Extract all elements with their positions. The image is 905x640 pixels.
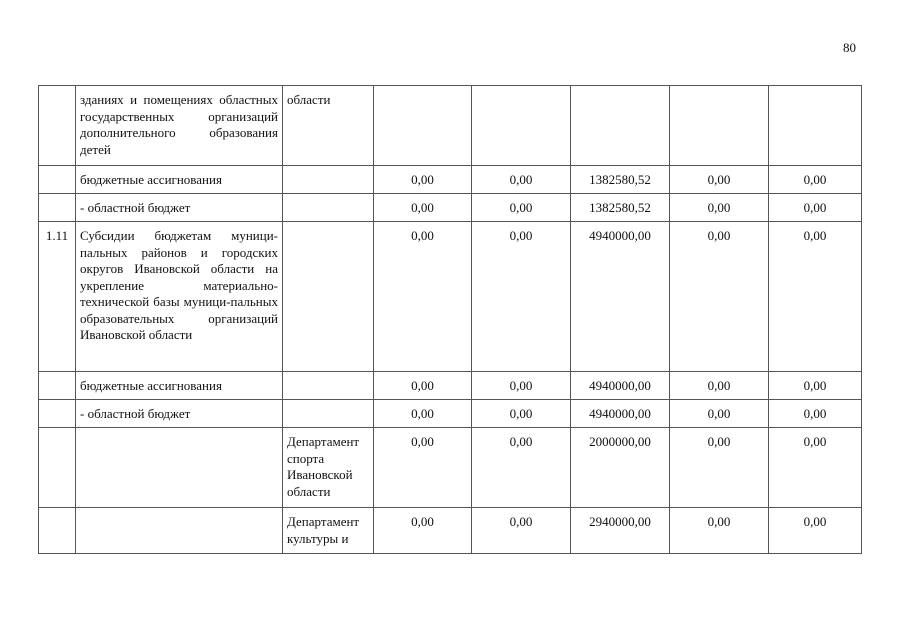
table-row	[39, 166, 862, 194]
row-number-cell	[39, 194, 76, 222]
table-row	[39, 428, 862, 508]
table-row	[39, 222, 862, 372]
value-cell-1: 0,00	[374, 222, 472, 372]
table-row	[39, 86, 862, 166]
budget-table	[38, 85, 862, 554]
row-name-cell: бюджетные ассигнования	[76, 372, 283, 400]
responsible-cell	[283, 194, 374, 222]
value-cell-5: 0,00	[769, 166, 862, 194]
responsible-cell: Департамент культуры и	[283, 508, 374, 554]
page-number: 80	[843, 40, 856, 55]
value-cell-2: 0,00	[472, 166, 571, 194]
value-cell-5: 0,00	[769, 400, 862, 428]
value-cell-4: 0,00	[670, 372, 769, 400]
value-cell-3: 4940000,00	[571, 372, 670, 400]
responsible-cell	[283, 400, 374, 428]
row-name-cell: бюджетные ассигнования	[76, 166, 283, 194]
value-cell-3: 4940000,00	[571, 222, 670, 372]
value-cell-3	[571, 86, 670, 166]
value-cell-5	[769, 86, 862, 166]
row-name-cell: Субсидии бюджетам муници-пальных районов и городских округов Ивановской области на укрепление материально-технической базы муници-пальных образовательных организаций Ивановской области	[76, 222, 283, 372]
value-cell-1: 0,00	[374, 166, 472, 194]
value-cell-4: 0,00	[670, 508, 769, 554]
value-cell-1	[374, 86, 472, 166]
value-cell-5: 0,00	[769, 194, 862, 222]
value-cell-5: 0,00	[769, 372, 862, 400]
row-number-cell	[39, 166, 76, 194]
row-name-cell: - областной бюджет	[76, 400, 283, 428]
row-number-cell	[39, 508, 76, 554]
value-cell-3: 4940000,00	[571, 400, 670, 428]
value-cell-4: 0,00	[670, 166, 769, 194]
value-cell-1: 0,00	[374, 194, 472, 222]
value-cell-5: 0,00	[769, 428, 862, 508]
value-cell-4: 0,00	[670, 222, 769, 372]
row-number-cell	[39, 400, 76, 428]
row-name-cell: - областной бюджет	[76, 194, 283, 222]
table-row	[39, 194, 862, 222]
row-number-cell	[39, 86, 76, 166]
row-number-cell: 1.11	[39, 222, 76, 372]
responsible-cell	[283, 222, 374, 372]
value-cell-1: 0,00	[374, 428, 472, 508]
value-cell-2: 0,00	[472, 372, 571, 400]
value-cell-4: 0,00	[670, 400, 769, 428]
value-cell-2: 0,00	[472, 428, 571, 508]
row-number-cell	[39, 372, 76, 400]
value-cell-3: 1382580,52	[571, 194, 670, 222]
row-name-cell	[76, 428, 283, 508]
value-cell-3: 1382580,52	[571, 166, 670, 194]
value-cell-5: 0,00	[769, 508, 862, 554]
row-name-cell: зданиях и помещениях областных государственных организаций дополнительного образования детей	[76, 86, 283, 166]
value-cell-2: 0,00	[472, 508, 571, 554]
value-cell-1: 0,00	[374, 508, 472, 554]
value-cell-3: 2940000,00	[571, 508, 670, 554]
table-row	[39, 372, 862, 400]
responsible-cell: Департамент спорта Ивановской области	[283, 428, 374, 508]
table-row	[39, 508, 862, 554]
value-cell-2: 0,00	[472, 400, 571, 428]
value-cell-2: 0,00	[472, 194, 571, 222]
value-cell-1: 0,00	[374, 372, 472, 400]
responsible-cell: области	[283, 86, 374, 166]
value-cell-3: 2000000,00	[571, 428, 670, 508]
value-cell-2: 0,00	[472, 222, 571, 372]
responsible-cell	[283, 166, 374, 194]
value-cell-4	[670, 86, 769, 166]
value-cell-5: 0,00	[769, 222, 862, 372]
value-cell-2	[472, 86, 571, 166]
value-cell-4: 0,00	[670, 194, 769, 222]
value-cell-4: 0,00	[670, 428, 769, 508]
responsible-cell	[283, 372, 374, 400]
row-name-cell	[76, 508, 283, 554]
value-cell-1: 0,00	[374, 400, 472, 428]
table-row	[39, 400, 862, 428]
row-number-cell	[39, 428, 76, 508]
